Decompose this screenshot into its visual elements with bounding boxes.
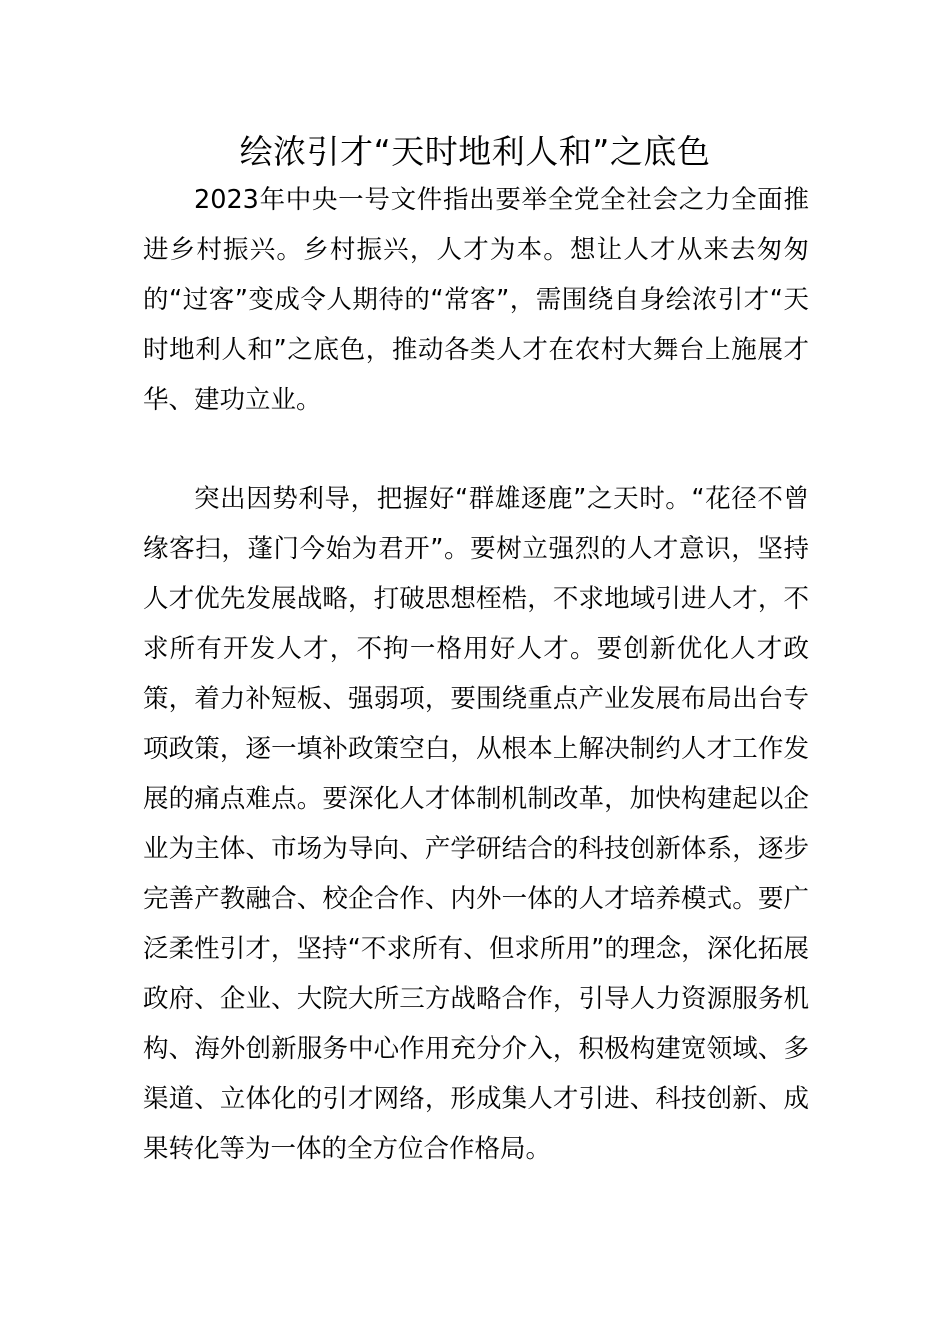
document-title: 绘浓引才“天时地利人和”之底色: [239, 132, 711, 171]
paragraph-intro: 2023年中央一号文件指出要举全党全社会之力全面推进乡村振兴。乡村振兴，人才为本。想让人才从来去匆匆的“过客”变成令人期待的“常客”，需围绕自身绘浓引才“天时地利人和”之底色，推动各类人才在农村大舞台上施展才华、建功立业。: [143, 185, 809, 415]
paragraph-timing: 突出因势利导，把握好“群雄逐鹿”之天时。“花径不曾缘客扫，蓬门今始为君开”。要树立强烈的人才意识，坚持人才优先发展战略，打破思想桎梏，不求地域引进人才，不求所有开发人才，不拘一格用好人才。要创新优化人才政策，着力补短板、强弱项，要围绕重点产业发展布局出台专项政策，逐一填补政策空白，从根本上解决制约人才工作发展的痛点难点。要深化人才体制机制改革，加快构建起以企业为主体、市场为导向、产学研结合的科技创新体系，逐步完善产教融合、校企合作、内外一体的人才培养模式。要广泛柔性引才，坚持“不求所有、但求所用”的理念，深化拓展政府、企业、大院大所三方战略合作，引导人力资源服务机构、海外创新服务中心作用充分介入，积极构建宽领域、多渠道、立体化的引才网络，形成集人才引进、科技创新、成果转化等为一体的全方位合作格局。: [143, 484, 809, 1164]
